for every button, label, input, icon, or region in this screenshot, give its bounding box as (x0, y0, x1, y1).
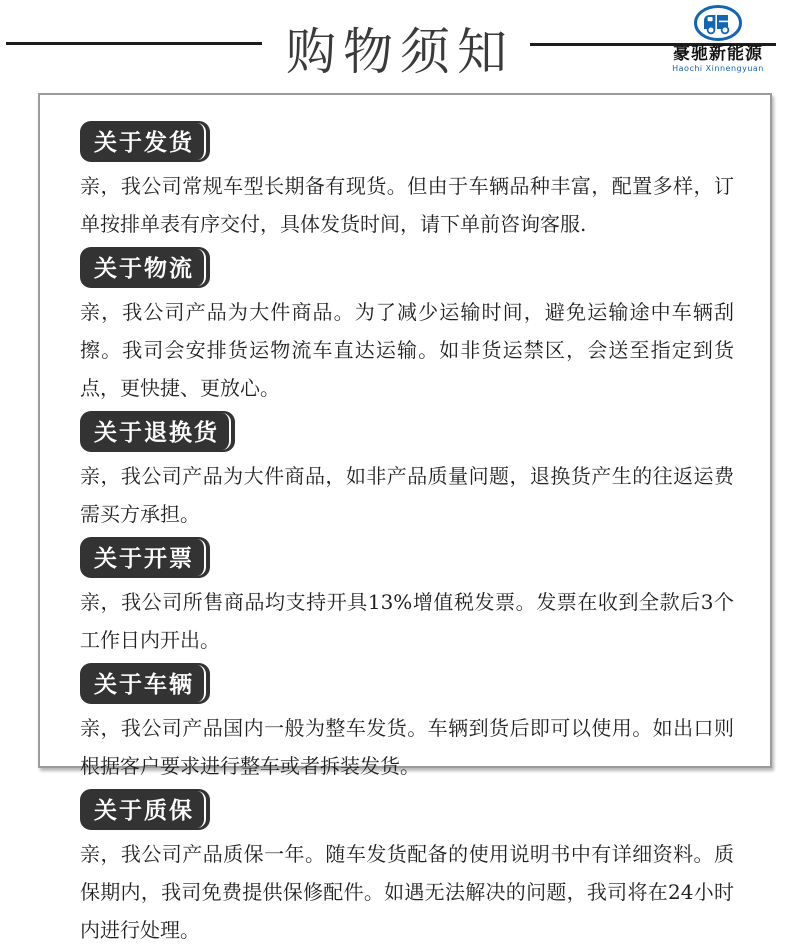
section-vehicle (80, 663, 734, 785)
notice-box (38, 93, 772, 942)
section-badge: 关于开票 (80, 537, 210, 578)
section-badge: 关于退换货 (80, 411, 235, 452)
truck-in-ellipse-icon (658, 4, 778, 43)
section-badge: 关于发货 (80, 121, 210, 162)
section-badge: 关于质保 (80, 789, 210, 830)
brand-logo (658, 4, 778, 73)
section-body: 亲，我公司产品为大件商品。为了减少运输时间，避免运输途中车辆刮擦。我司会安排货运物流车直达运输。如非货运禁区，会送至指定到货点，更快捷、更放心。 (80, 300, 734, 400)
section-body: 亲，我公司所售商品均支持开具13%增值税发票。发票在收到全款后3个工作日内开出。 (80, 590, 734, 652)
section-body: 亲，我公司常规车型长期备有现货。但由于车辆品种丰富，配置多样，订单按排单表有序交付，具体发货时间，请下单前咨询客服. (80, 174, 734, 236)
section-shipping (80, 121, 734, 243)
section-body: 亲，我公司产品为大件商品，如非产品质量问题，退换货产生的往返运费需买方承担。 (80, 464, 734, 526)
brand-subname: Haochi Xinnengyuan (672, 64, 764, 73)
brand-name: 豪驰新能源 (673, 44, 763, 64)
section-body: 亲，我公司产品质保一年。随车发货配备的使用说明书中有详细资料。质保期内，我司免费提供保修配件。如遇无法解决的问题，我司将在24小时内进行处理。 (80, 842, 734, 942)
section-warranty (80, 789, 734, 949)
section-returns (80, 411, 734, 533)
section-badge: 关于车辆 (80, 663, 210, 704)
section-body: 亲，我公司产品国内一般为整车发货。车辆到货后即可以使用。如出口则根据客户要求进行整车或者拆装发货。 (80, 716, 734, 778)
page-title: 购物须知 (286, 23, 514, 81)
section-badge: 关于物流 (80, 247, 210, 288)
section-invoice (80, 537, 734, 659)
section-logistics (80, 247, 734, 407)
